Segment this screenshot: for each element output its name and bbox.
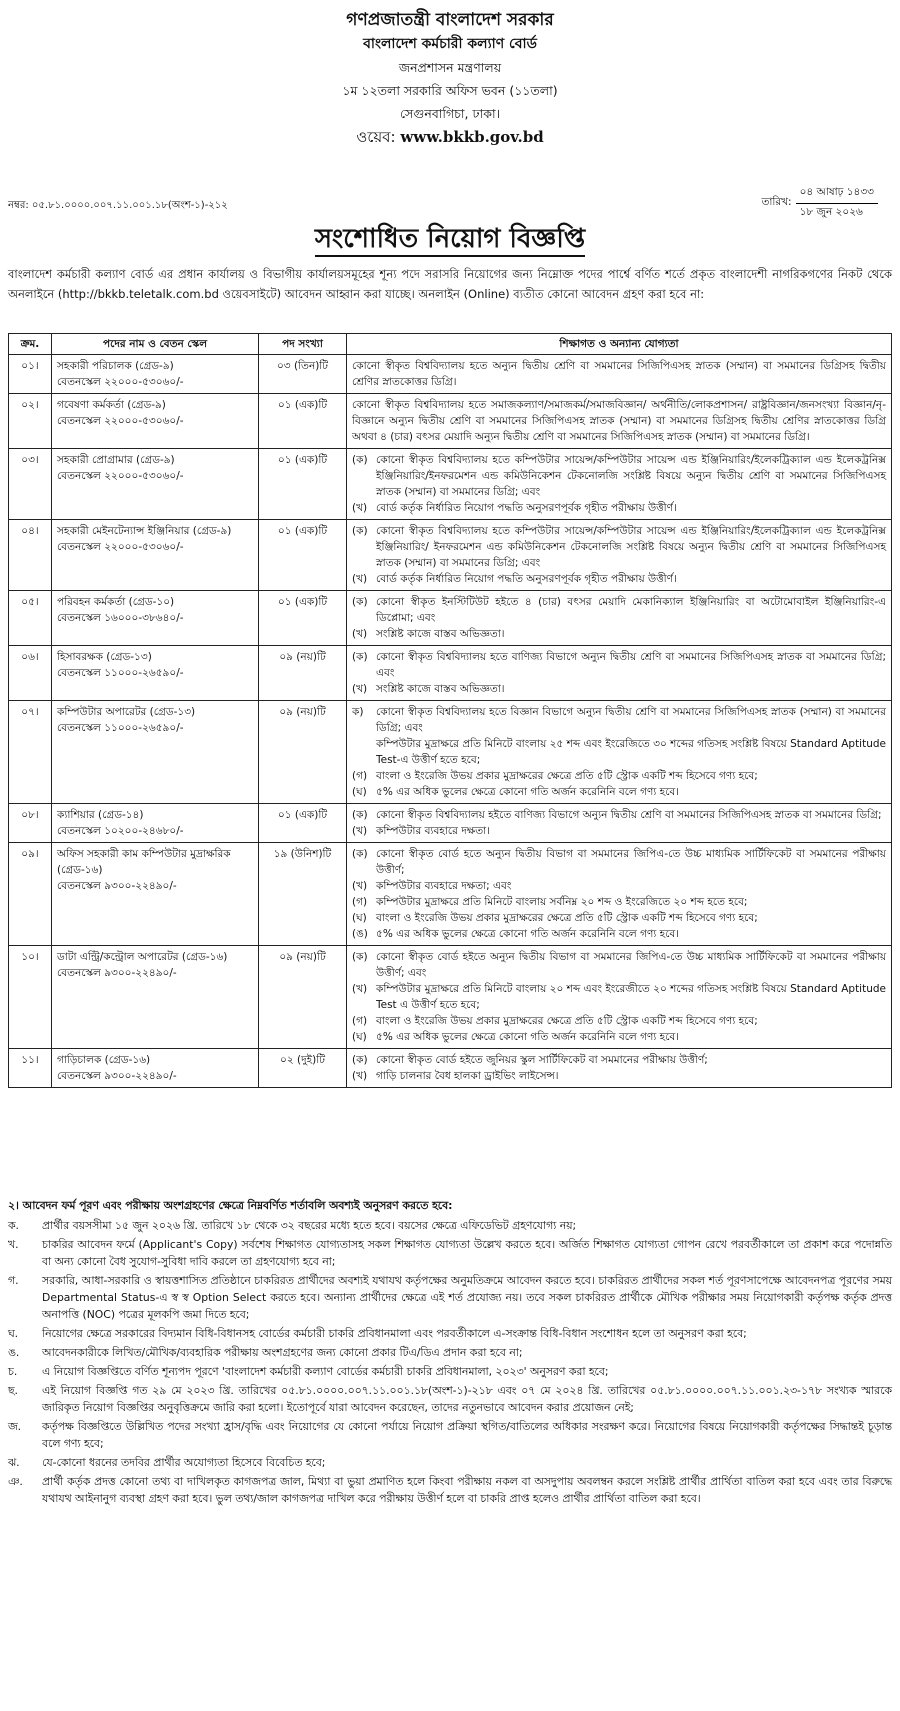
table-row [9,449,892,520]
qualification-text: বাংলা ও ইংরেজি উভয় প্রকার মুদ্রাক্ষরের ক্ষেত্রে প্রতি ৫টি স্ট্রোক একটি শব্দ হিসেবে গণ্য হবে; [376,912,758,924]
pay-scale: বেতনস্কেল ১১০০০-২৬৫৯০/- [57,667,184,679]
qualification-text: ৫% এর অধিক ভুলের ক্ষেত্রে কোনো গতি অর্জন করেনিনি বলে গণ্য হবে। [376,928,680,940]
qualification-item [352,784,886,800]
post-name: ক্যাশিয়ার (গ্রেড-১৪) [57,809,144,821]
qualification-item [352,1052,886,1068]
table-row [9,355,892,394]
post-count: ০৯ (নয়)টি [259,946,347,1049]
condition-marker: খ. [8,1238,19,1251]
qualification-item [352,949,886,981]
qualification-cell [347,843,892,946]
pay-scale: বেতনস্কেল ২২০০০-৫৩০৬০/- [57,415,184,427]
qualification-text: কোনো স্বীকৃত বিশ্ববিদ্যালয় হতে সমাজকল্যাণ/সমাজকর্ম/সমাজবিজ্ঞান/ অর্থনীতি/লোকপ্রশাসন/ রাষ্ট্রবিজ্ঞান/জনসংখ্যা বিজ্ঞান/নৃ-বিজ্ঞানে অন্যুন দ্বিতীয় শ্রেণি বা সমমানের সিজিপিএসহ স্নাতক (সম্মান) বা সমমানের ডিগ্রিসহ দ্বিতীয় শ্রেণির স্নাতকোত্তর ডিগ্রি অথবা ৪ (চার) বৎসর মেয়াদি অন্যুন দ্বিতীয় শ্রেণি বা সমমানের সিজিপিএসহ স্নাতক (সম্মান) বা সমমানের ডিগ্রি। [352,399,886,443]
table-row [9,701,892,804]
post-name: ডাটা এন্ট্রি/কন্ট্রোল অপারেটর (গ্রেড-১৬) [57,951,228,963]
condition-marker: চ. [8,1365,18,1378]
qualification-text: কম্পিউটার মুদ্রাক্ষরে প্রতি মিনিটে বাংলায় সর্বনিম্ন ২০ শব্দ ও ইংরেজিতে ২০ শব্দ হতে হবে; [376,896,748,908]
row-post [52,449,259,520]
row-serial: ০৯। [9,843,52,946]
condition-item [8,1473,892,1507]
qualification-item [352,649,886,681]
qualification-item [352,452,886,500]
pay-scale: বেতনস্কেল ২২০০০-৫৩০৬০/- [57,541,184,553]
row-serial: ০৩। [9,449,52,520]
qualification-item [352,681,886,697]
row-serial: ০৬। [9,646,52,701]
qualification-item [352,704,886,736]
pay-scale: বেতনস্কেল ২২০০০-৫৩০৬০/- [57,376,184,388]
pay-scale: বেতনস্কেল ৯৩০০-২২৪৯০/- [57,880,177,892]
condition-item [8,1272,892,1323]
qualification-marker: (খ) [352,983,368,995]
condition-text: কর্তৃপক্ষ বিজ্ঞপ্তিতে উল্লিখিত পদের সংখ্যা হ্রাস/বৃদ্ধি এবং নিয়োগের যে কোনো পর্যায়ে নিয়োগ প্রক্রিয়া স্থগিত/বাতিলের অধিকার সংরক্ষণ করে। নিয়োগের বিষয়ে নিয়োগকারী কর্তৃপক্ষের সিদ্ধান্তই চূড়ান্ত বলে গণ্য হবে; [42,1420,892,1450]
qualification-marker: (খ) [352,573,368,585]
qualification-marker: (ক) [352,525,368,537]
condition-text: এ নিয়োগ বিজ্ঞপ্তিতে বর্ণিত শূন্যপদ পূরণে 'বাংলাদেশ কর্মচারী কল্যাণ বোর্ডের কর্মচারী চাকরি প্রবিধানমালা, ২০২৩' অনুসরণ করা হবে; [42,1365,609,1378]
qualification-item [352,894,886,910]
post-name: সহকারী প্রোগ্রামার (গ্রেড-৯) [57,454,175,466]
qualification-text: বোর্ড কর্তৃক নির্ধারিত নিয়োগ পদ্ধতি অনুসরণপূর্বক গৃহীত পরীক্ষায় উত্তীর্ণ। [376,502,677,514]
qualification-marker: (ঘ) [352,1031,367,1043]
condition-marker: ঞ. [8,1475,23,1488]
qualification-item [352,571,886,587]
qualification-text: সংশ্লিষ্ট কাজে বাস্তব অভিজ্ঞতা। [376,628,505,640]
qualification-cell [347,449,892,520]
date-block [757,184,878,223]
post-count: ০২ (দুই)টি [259,1049,347,1088]
qualification-item [352,910,886,926]
qualification-item [352,878,886,894]
qualification-text: কম্পিউটার ব্যবহারে দক্ষতা; এবং [376,880,512,892]
qualification-marker: (খ) [352,1070,368,1082]
qualification-marker: (ক) [352,596,368,608]
qualification-text: বোর্ড কর্তৃক নির্ধারিত নিয়োগ পদ্ধতি অনুসরণপূর্বক গৃহীত পরীক্ষায় উত্তীর্ণ। [376,573,677,585]
qualification-marker: (ঘ) [352,912,367,924]
row-serial: ০৮। [9,804,52,843]
table-body [9,355,892,1088]
condition-text: নিয়োগের ক্ষেত্রে সরকারের বিদ্যমান বিধি-বিধানসহ বোর্ডের কর্মচারী চাকরি প্রবিধানমালা এবং পরবর্তীকালে এ-সংক্রান্ত বিধি-বিধান সংশোধন হলে তা অনুসরণ করা হবে; [42,1327,747,1340]
qualification-text: কম্পিউটার ব্যবহারে দক্ষতা। [376,825,490,837]
qualification-marker: (ঘ) [352,786,367,798]
qualification-text: ৫% এর অধিক ভুলের ক্ষেত্রে কোনো গতি অর্জন করেনিনি বলে গণ্য হবে। [376,1031,680,1043]
qualification-text: কোনো স্বীকৃত বিশ্ববিদ্যালয় হতে বিজ্ঞান বিভাগে অন্যুন দ্বিতীয় শ্রেণি বা সমমানের সিজিপিএসহ স্নাতক (সম্মান) বা সমমানের ডিগ্রি; এবং [376,706,886,734]
pay-scale: বেতনস্কেল ১১০০০-২৬৫৯০/- [57,722,184,734]
post-name: সহকারী মেইনটেন্যান্স ইঞ্জিনিয়ার (গ্রেড-৯) [57,525,232,537]
website-label: ওয়েব: [356,128,396,146]
qualification-text: ৫% এর অধিক ভুলের ক্ষেত্রে কোনো গতি অর্জন করেনিনি বলে গণ্য হবে। [376,786,680,798]
qualification-item [352,397,886,445]
qualification-marker [352,736,376,768]
condition-marker: ঝ. [8,1456,20,1469]
pay-scale: বেতনস্কেল ২২০০০-৫৩০৬০/- [57,470,184,482]
qualification-text: গাড়ি চালনার বৈধ হালকা ড্রাইভিং লাইসেন্স। [376,1070,559,1082]
col-post-name: পদের নাম ও বেতন স্কেল [52,334,259,355]
qualification-item [352,1013,886,1029]
qualification-cell [347,701,892,804]
condition-item [8,1325,892,1342]
condition-marker: ঘ. [8,1327,19,1340]
conditions-heading: ২। আবেদন ফর্ম পূরণ এবং পরীক্ষায় অংশগ্রহণের ক্ষেত্রে নিম্নবর্ণিত শর্তাবলি অবশ্যই অনুসরণ করতে হবে: [8,1199,453,1212]
post-count: ০১ (এক)টি [259,394,347,449]
memo-number: নম্বর: ০৫.৮১.০০০০.০০৭.১১.০০১.১৮(অংশ-১)-২১২ [8,200,228,211]
page-title-text: সংশোধিত নিয়োগ বিজ্ঞপ্তি [315,224,585,257]
condition-item [8,1217,892,1234]
qualification-text: কোনো স্বীকৃত বোর্ড হইতে অন্যুন দ্বিতীয় বিভাগ বা সমমানের জিপিএ-তে উচ্চ মাধ্যমিক সার্টিফিকেট বা সমমানের পরীক্ষায় উত্তীর্ণ; এবং [376,951,887,979]
row-serial: ০৪। [9,520,52,591]
table-row [9,591,892,646]
post-name: হিসাবরক্ষক (গ্রেড-১৩) [57,651,152,663]
qualification-item [352,1068,886,1084]
table-row [9,646,892,701]
condition-text: আবেদনকারীকে লিখিত/মৌখিক/ব্যবহারিক পরীক্ষায় অংশগ্রহণের জন্য কোনো প্রকার টিএ/ডিএ প্রদান করা হবে না; [42,1346,523,1359]
condition-item [8,1344,892,1361]
qualification-marker: (ক) [352,848,368,860]
qualification-marker: (গ) [352,896,368,908]
qualification-cell [347,804,892,843]
page-title [0,222,900,256]
qualification-item [352,981,886,1013]
pay-scale: বেতনস্কেল ১৬০০০-৩৮৬৪০/- [57,612,184,624]
row-post [52,946,259,1049]
table-row [9,804,892,843]
qualification-text: কোনো স্বীকৃত বোর্ড হতে অন্যুন দ্বিতীয় বিভাগ বা সমমানের জিপিএ-তে উচ্চ মাধ্যমিক সার্টিফিকেট বা সমমানের পরীক্ষায় উত্তীর্ণ; [376,848,886,876]
qualification-marker: (খ) [352,683,368,695]
qualification-text: কোনো স্বীকৃত ইনস্টিটিউট হইতে ৪ (চার) বৎসর মেয়াদি মেকানিক্যাল ইঞ্জিনিয়ারিং বা অটোমোবাইল ইঞ্জিনিয়ারিং-এ ডিপ্লোমা; এবং [376,596,886,624]
qualification-marker: (খ) [352,880,368,892]
condition-marker: গ. [8,1274,19,1287]
qualification-cell [347,394,892,449]
qualification-marker: (ক) [352,809,368,821]
qualification-text: কম্পিউটার মুদ্রাক্ষরে প্রতি মিনিটে বাংলায় ২০ শব্দ এবং ইংরেজীতে ২০ শব্দের গতিসহ সংশ্লিষ্ট বিষয়ে Standard Aptitude Test এ উত্তীর্ণ হতে হবে; [376,983,886,1011]
vacancy-table [8,333,892,1088]
condition-text: চাকরির আবেদন ফর্মে (Applicant's Copy) সর্বশেষ শিক্ষাগত যোগ্যতাসহ সকল শিক্ষাগত যোগ্যতা উল্লেখ করতে হবে। অর্জিত শিক্ষাগত যোগ্যতা গোপন রেখে পরবর্তীকালে তা প্রকাশ করে পদোন্নতি বা অন্য কোনো বৈধ সুযোগ-সুবিধা দাবি করলে তা গ্রহণযোগ্য হবে না; [42,1238,892,1268]
post-count: ০১ (এক)টি [259,520,347,591]
col-post-count: পদ সংখ্যা [259,334,347,355]
qualification-marker: (খ) [352,825,368,837]
post-name: গাড়িচালক (গ্রেড-১৬) [57,1054,151,1066]
qualification-item [352,926,886,942]
qualification-item [352,500,886,516]
pay-scale: বেতনস্কেল ১০২০০-২৪৬৮০/- [57,825,184,837]
table-row [9,1049,892,1088]
date-english: ১৮ জুন ২০২৬ [796,204,878,224]
condition-item [8,1363,892,1380]
qualification-cell [347,1049,892,1088]
row-post [52,355,259,394]
qualification-item [352,626,886,642]
row-post [52,520,259,591]
post-count: ০১ (এক)টি [259,804,347,843]
qualification-cell [347,591,892,646]
row-post [52,701,259,804]
qualification-marker: (ক) [352,951,368,963]
post-name: কম্পিউটার অপারেটর (গ্রেড-১৩) [57,706,196,718]
condition-item [8,1454,892,1471]
row-post [52,394,259,449]
qualification-marker: (খ) [352,502,368,514]
qualification-text: কম্পিউটার মুদ্রাক্ষরে প্রতি মিনিটে বাংলায় ২৫ শব্দ এবং ইংরেজিতে ৩০ শব্দের গতিসহ সংশ্লিষ্ট বিষয়ে Standard Aptitude Test-এ উত্তীর্ণ হতে হবে; [376,738,886,766]
qualification-text: কোনো স্বীকৃত বিশ্ববিদ্যালয় হতে অন্যুন দ্বিতীয় শ্রেণি বা সমমানের সিজিপিএসহ স্নাতক (সম্মান) বা সমমানের ডিগ্রিসহ দ্বিতীয় শ্রেণির স্নাতকোত্তর ডিগ্রি। [352,360,886,388]
qualification-marker: (ক) [352,1054,368,1066]
office-location: সেগুনবাগিচা, ঢাকা। [399,106,501,121]
post-name: অফিস সহকারী কাম কম্পিউটার মুদ্রাক্ষরিক (গ্রেড-১৬) [57,848,231,876]
qualification-marker: (গ) [352,770,368,782]
qualification-item [352,768,886,784]
row-serial: ০১। [9,355,52,394]
col-qualification: শিক্ষাগত ও অন্যান্য যোগ্যতা [347,334,892,355]
qualification-item [352,807,886,823]
condition-marker: ঙ. [8,1346,20,1359]
qualification-text: কোনো স্বীকৃত বোর্ড হইতে জুনিয়র স্কুল সার্টিফিকেট বা সমমানের পরীক্ষায় উত্তীর্ণ; [376,1054,708,1066]
qualification-marker: ক) [352,706,364,718]
qualification-marker: (গ) [352,1015,368,1027]
website-url[interactable]: www.bkkb.gov.bd [400,128,544,146]
letterhead [0,8,900,149]
qualification-item [352,736,886,768]
qualification-cell [347,946,892,1049]
qualification-marker: (ঙ) [352,928,368,940]
qualification-cell [347,520,892,591]
date-bangla: ০৪ আষাঢ় ১৪৩৩ [799,186,874,198]
qualification-item [352,846,886,878]
qualification-item [352,594,886,626]
post-name: গবেষণা কর্মকর্তা (গ্রেড-৯) [57,399,166,411]
post-count: ০১ (এক)টি [259,449,347,520]
govt-name: গণপ্রজাতন্ত্রী বাংলাদেশ সরকার [346,10,554,30]
ministry-name: জনপ্রশাসন মন্ত্রণালয় [398,60,502,75]
post-name: সহকারী পরিচালক (গ্রেড-৯) [57,360,174,372]
table-row [9,520,892,591]
condition-marker: ক. [8,1219,19,1232]
conditions-list [8,1217,892,1507]
qualification-marker: (খ) [352,628,368,640]
table-row [9,394,892,449]
row-post [52,646,259,701]
office-building: ১ম ১২তলা সরকারি অফিস ভবন (১১তলা) [342,83,558,98]
post-count: ১৯ (উনিশ)টি [259,843,347,946]
post-count: ০৯ (নয়)টি [259,646,347,701]
post-count: ০৩ (তিন)টি [259,355,347,394]
condition-text: প্রার্থীর বয়সসীমা ১৫ জুন ২০২৬ খ্রি. তারিখে ১৮ থেকে ৩২ বছরের মধ্যে হতে হবে। বয়সের ক্ষেত্রে এফিডেভিট গ্রহণযোগ্য নয়; [42,1219,577,1232]
board-name: বাংলাদেশ কর্মচারী কল্যাণ বোর্ড [363,36,537,52]
condition-marker: ছ. [8,1384,18,1397]
qualification-item [352,823,886,839]
condition-item [8,1236,892,1270]
row-post [52,843,259,946]
qualification-marker: (ক) [352,651,368,663]
pay-scale: বেতনস্কেল ৯৩০০-২২৪৯০/- [57,1070,177,1082]
condition-text: প্রার্থী কর্তৃক প্রদত্ত কোনো তথ্য বা দাখিলকৃত কাগজপত্র জাল, মিথ্যা বা ভুয়া প্রমাণিত হলে কিংবা পরীক্ষায় নকল বা অসদুপায় অবলম্বন করলে সংশ্লিষ্ট প্রার্থীর প্রার্থিতা বাতিল করা হবে এবং তার বিরুদ্ধে যথাযথ আইনানুগ ব্যবস্থা গ্রহণ করা হবে। ভুল তথ্য/জাল কাগজপত্র দাখিল করে পরীক্ষায় উত্তীর্ণ হলে বা চাকরি প্রাপ্ত হলেও প্রার্থীর প্রার্থিতা বাতিল করা হবে। [42,1475,892,1505]
condition-text: সরকারি, আধা-সরকারি ও স্বায়ত্তশাসিত প্রতিষ্ঠানে চাকরিরত প্রার্থীদের অবশ্যই যথাযথ কর্তৃপক্ষের অনুমতিক্রমে আবেদন করতে হবে। চাকরিরত প্রার্থীদের সকল শর্ত পূরণসাপেক্ষে আবেদনপত্র পূরণের সময় Departmental Status-এ স্ব স্ব Option Select করতে হবে। অন্যান্য প্রার্থীদের ক্ষেত্রে এই শর্ত প্রযোজ্য নয়। তবে সকল চাকরিরত প্রার্থীকে মৌখিক পরীক্ষার সময় নিয়োগকারী কর্তৃপক্ষ কর্তৃক প্রদত্ত অনাপত্তি (NOC) পত্রের মূলকপি জমা দিতে হবে; [42,1274,892,1321]
qualification-text: বাংলা ও ইংরেজি উভয় প্রকার মুদ্রাক্ষরের ক্ষেত্রে প্রতি ৫টি স্ট্রোক একটি শব্দ হিসেবে গণ্য হবে; [376,770,758,782]
qualification-item [352,1029,886,1045]
qualification-marker: (ক) [352,454,368,466]
qualification-item [352,523,886,571]
qualification-item [352,358,886,390]
post-name: পরিবহন কর্মকর্তা (গ্রেড-১০) [57,596,175,608]
qualification-cell [347,646,892,701]
col-serial: ক্রম. [9,334,52,355]
condition-text: যে-কোনো ধরনের তদবির প্রার্থীর অযোগ্যতা হিসেবে বিবেচিত হবে; [42,1456,326,1469]
row-serial: ০২। [9,394,52,449]
row-serial: ১০। [9,946,52,1049]
table-row [9,946,892,1049]
post-count: ০৯ (নয়)টি [259,701,347,804]
condition-text: এই নিয়োগ বিজ্ঞপ্তি গত ২৯ মে ২০২৩ খ্রি. তারিখের ০৫.৮১.০০০০.০০৭.১১.০০১.১৮(অংশ-১)-২১৮ এবং ০৭ মে ২০২৪ খ্রি. তারিখের ০৫.৮১.০০০০.০০৭.১১.০০১.২৩-১৭৮ সংখ্যক স্মারকে জারিকৃত নিয়োগ বিজ্ঞপ্তির অনুবৃত্তিক্রমে জারি করা হলো। ইতোপূর্বে যারা আবেদন করেছেন, তাদের নতুনভাবে আবেদন করার প্রয়োজন নেই; [42,1384,892,1414]
qualification-cell [347,355,892,394]
qualification-text: কোনো স্বীকৃত বিশ্ববিদ্যালয় হতে কম্পিউটার সায়েন্স/কম্পিউটার সায়েন্স এন্ড ইঞ্জিনিয়ারিং/ইলেকট্রিক্যাল এন্ড ইলেকট্রনিক্স ইঞ্জিনিয়ারিং/ ইনফরমেশন এন্ড কমিউনিকেশন টেকনোলজি সংশ্লিষ্ট বিষয়ে অন্যুন দ্বিতীয় শ্রেণি বা সমমানের সিজিপিএসহ স্নাতক (সম্মান) বা সমমানের ডিগ্রি; এবং [376,525,886,569]
pay-scale: বেতনস্কেল ৯৩০০-২২৪৯০/- [57,967,177,979]
row-serial: ০৫। [9,591,52,646]
conditions-section [8,1197,892,1509]
table-row [9,843,892,946]
qualification-text: কোনো স্বীকৃত বিশ্ববিদ্যালয় হতে বাণিজ্য বিভাগে অন্যুন দ্বিতীয় শ্রেণি বা সমমানের সিজিপিএসহ স্নাতক বা সমমানের ডিগ্রি; এবং [376,651,886,679]
website-line [0,125,900,149]
row-serial: ০৭। [9,701,52,804]
qualification-text: কোনো স্বীকৃত বিশ্ববিদ্যালয় হতে কম্পিউটার সায়েন্স/কম্পিউটার সায়েন্স এন্ড ইঞ্জিনিয়ারিং/ইলেকট্রিক্যাল এন্ড ইলেকট্রনিক্স ইঞ্জিনিয়ারিং/ইনফরমেশন এন্ড কমিউনিকেশন টেকনোলজি সংশ্লিষ্ট বিষয়ে অন্যুন দ্বিতীয় শ্রেণি বা সমমানের সিজিপিএসহ স্নাতক (সম্মান) বা সমমানের ডিগ্রি; এবং [376,454,886,498]
row-post [52,1049,259,1088]
row-post [52,804,259,843]
row-post [52,591,259,646]
row-serial: ১১। [9,1049,52,1088]
post-count: ০১ (এক)টি [259,591,347,646]
date-label: তারিখ: [761,196,792,208]
condition-item [8,1418,892,1452]
qualification-text: বাংলা ও ইংরেজি উভয় প্রকার মুদ্রাক্ষরের ক্ষেত্রে প্রতি ৫টি স্ট্রোক একটি শব্দ হিসেবে গণ্য হবে; [376,1015,758,1027]
intro-paragraph: বাংলাদেশ কর্মচারী কল্যাণ বোর্ড এর প্রধান কার্যালয় ও বিভাগীয় কার্যালয়সমূহের শূন্য পদে সরাসরি নিয়োগের জন্য নিম্নোক্ত পদের পার্শ্বে বর্ণিত শর্তে প্রকৃত বাংলাদেশী নাগরিকগণের নিকট থেকে অনলাইনে (http://bkkb.teletalk.com.bd ওয়েবসাইটে) আবেদন আহ্বান করা যাচ্ছে। অনলাইন (Online) ব্যতীত কোনো আবেদন গ্রহণ করা হবে না: [8,267,892,301]
qualification-text: সংশ্লিষ্ট কাজে বাস্তব অভিজ্ঞতা। [376,683,505,695]
table-header-row [9,334,892,355]
condition-item [8,1382,892,1416]
condition-marker: জ. [8,1420,22,1433]
qualification-text: কোনো স্বীকৃত বিশ্ববিদ্যালয় হইতে বাণিজ্য বিভাগে অন্যুন দ্বিতীয় শ্রেণি বা সমমানের সিজিপিএসহ স্নাতক বা সমমানের ডিগ্রি; [376,809,882,821]
